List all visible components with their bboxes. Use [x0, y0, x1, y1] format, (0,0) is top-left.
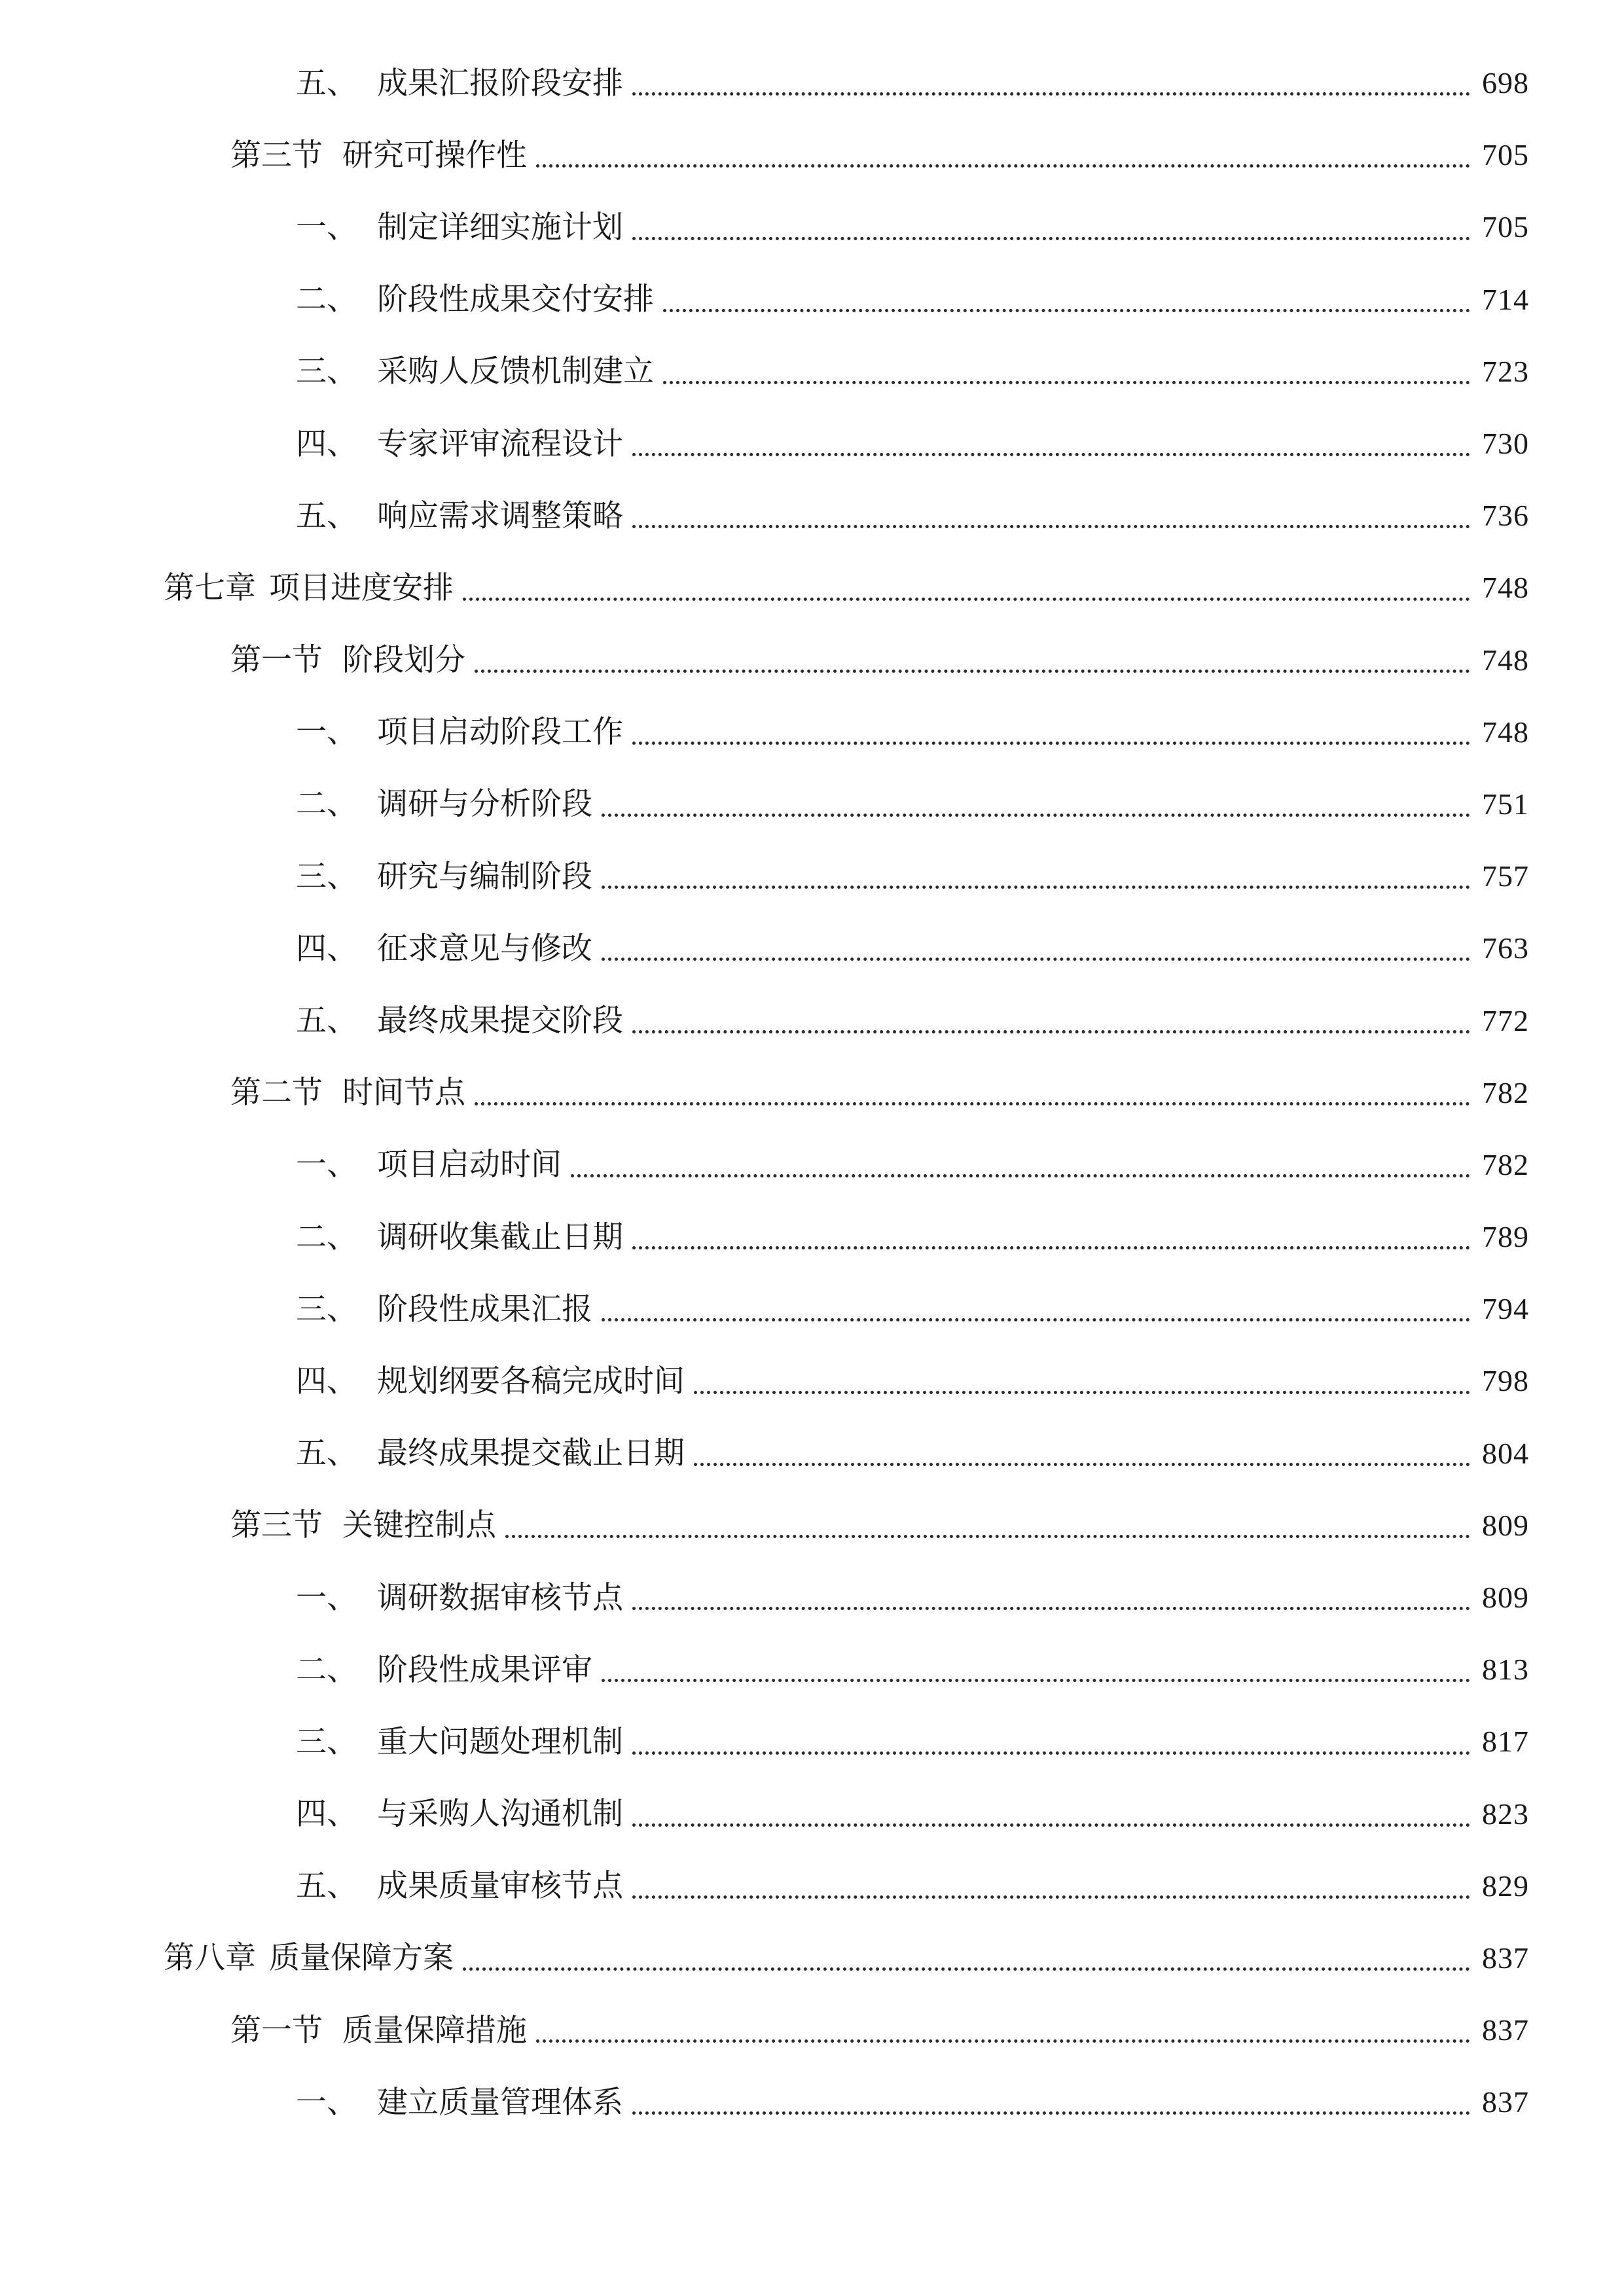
- toc-entry-title: 与采购人沟通机制: [377, 1796, 623, 1833]
- toc-entry-title: 制定详细实施计划: [377, 209, 623, 245]
- toc-entry-number: 第一节: [230, 2012, 323, 2049]
- dot-leader: [602, 813, 1470, 817]
- toc-entry[interactable]: [0, 912, 1624, 984]
- dot-leader: [602, 1318, 1470, 1321]
- dot-leader: [505, 1534, 1470, 1538]
- toc-entry-title: 调研与分析阶段: [377, 786, 592, 823]
- toc-entry[interactable]: [0, 1922, 1624, 1994]
- toc-entry[interactable]: [0, 1562, 1624, 1634]
- toc-entry-number: 第三节: [230, 1507, 323, 1544]
- toc-entry-page-number: 763: [1482, 931, 1529, 965]
- toc-entry-title: 采购人反馈机制建立: [377, 353, 654, 390]
- toc-entry-page-number: 837: [1482, 2085, 1529, 2119]
- toc-entry[interactable]: [0, 1706, 1624, 1778]
- dot-leader: [632, 524, 1470, 528]
- toc-entry-number: 二、: [296, 1651, 357, 1688]
- dot-leader: [475, 669, 1470, 673]
- toc-entry-title: 规划纲要各稿完成时间: [377, 1363, 685, 1399]
- toc-entry-page-number: 794: [1482, 1292, 1529, 1326]
- toc-entry-number: 一、: [296, 209, 357, 245]
- toc-entry-title: 质量保障措施: [342, 2012, 527, 2049]
- toc-entry-page-number: 837: [1482, 1941, 1529, 1975]
- toc-entry-number: 五、: [296, 65, 357, 101]
- dot-leader: [632, 2111, 1470, 2115]
- dot-leader: [536, 164, 1470, 168]
- toc-entry-title: 调研收集截止日期: [377, 1219, 623, 1255]
- toc-entry[interactable]: [0, 47, 1624, 119]
- toc-entry-number: 一、: [296, 1579, 357, 1616]
- dot-leader: [632, 452, 1470, 456]
- toc-entry-title: 研究可操作性: [342, 137, 527, 173]
- dot-leader: [632, 1246, 1470, 1249]
- toc-entry-title: 最终成果提交截止日期: [377, 1435, 685, 1472]
- toc-entry-title: 关键控制点: [342, 1507, 496, 1544]
- toc-entry-title: 征求意见与修改: [377, 930, 592, 967]
- dot-leader: [694, 1390, 1470, 1394]
- dot-leader: [463, 1967, 1470, 1971]
- toc-entry-page-number: 809: [1482, 1508, 1529, 1542]
- dot-leader: [632, 92, 1470, 96]
- dot-leader: [463, 597, 1470, 601]
- toc-entry-number: 第三节: [230, 137, 323, 173]
- toc-entry-number: 五、: [296, 497, 357, 534]
- toc-entry-number: 二、: [296, 786, 357, 823]
- dot-leader: [632, 1751, 1470, 1755]
- dot-leader: [694, 1462, 1470, 1466]
- toc-entry-page-number: 751: [1482, 787, 1529, 821]
- toc-entry-page-number: 748: [1482, 715, 1529, 749]
- dot-leader: [632, 1895, 1470, 1899]
- toc-entry[interactable]: [0, 1273, 1624, 1345]
- toc-entry-title: 研究与编制阶段: [377, 858, 592, 895]
- toc-entry-number: 第一节: [230, 642, 323, 679]
- toc-entry[interactable]: [0, 1850, 1624, 1922]
- toc-entry-number: 四、: [296, 1796, 357, 1833]
- toc-entry-number: 三、: [296, 1723, 357, 1760]
- toc-entry[interactable]: [0, 2066, 1624, 2138]
- toc-entry[interactable]: [0, 1634, 1624, 1706]
- toc-entry-title: 阶段性成果评审: [377, 1651, 592, 1688]
- dot-leader: [632, 236, 1470, 240]
- toc-entry-number: 四、: [296, 425, 357, 462]
- toc-entry-number: 第七章: [164, 569, 256, 606]
- table-of-contents: [0, 47, 1624, 2138]
- toc-entry-title: 调研数据审核节点: [377, 1579, 623, 1616]
- dot-leader: [602, 1678, 1470, 1682]
- dot-leader: [632, 1030, 1470, 1033]
- toc-entry-number: 四、: [296, 930, 357, 967]
- toc-entry[interactable]: [0, 1057, 1624, 1129]
- toc-entry-title: 阶段划分: [342, 642, 465, 679]
- dot-leader: [632, 1606, 1470, 1610]
- toc-entry-title: 最终成果提交阶段: [377, 1003, 623, 1039]
- toc-entry-page-number: 809: [1482, 1581, 1529, 1615]
- toc-entry-number: 二、: [296, 1219, 357, 1255]
- toc-entry-title: 项目启动阶段工作: [377, 714, 623, 751]
- toc-entry-page-number: 782: [1482, 1075, 1529, 1109]
- toc-entry[interactable]: [0, 1129, 1624, 1201]
- toc-entry-number: 第八章: [164, 1940, 256, 1977]
- dot-leader: [663, 308, 1470, 312]
- toc-entry-number: 一、: [296, 1147, 357, 1183]
- toc-entry-page-number: 730: [1482, 427, 1529, 461]
- dot-leader: [632, 741, 1470, 745]
- toc-entry-page-number: 837: [1482, 2013, 1529, 2047]
- toc-entry[interactable]: [0, 1778, 1624, 1850]
- toc-entry[interactable]: [0, 768, 1624, 840]
- dot-leader: [475, 1102, 1470, 1105]
- toc-entry-number: 第二节: [230, 1075, 323, 1111]
- toc-entry-page-number: 798: [1482, 1364, 1529, 1398]
- toc-entry-title: 项目进度安排: [269, 569, 454, 606]
- toc-entry-number: 一、: [296, 714, 357, 751]
- dot-leader: [571, 1174, 1470, 1177]
- toc-entry[interactable]: [0, 191, 1624, 263]
- toc-entry-number: 四、: [296, 1363, 357, 1399]
- toc-entry[interactable]: [0, 1418, 1624, 1490]
- toc-entry-page-number: 804: [1482, 1436, 1529, 1470]
- toc-entry-page-number: 772: [1482, 1003, 1529, 1037]
- toc-entry-page-number: 782: [1482, 1147, 1529, 1181]
- toc-entry[interactable]: [0, 1994, 1624, 2066]
- toc-entry[interactable]: [0, 1201, 1624, 1273]
- toc-entry[interactable]: [0, 552, 1624, 624]
- toc-entry-number: 五、: [296, 1868, 357, 1905]
- toc-entry-number: 三、: [296, 858, 357, 895]
- toc-entry-page-number: 789: [1482, 1220, 1529, 1254]
- toc-entry-title: 响应需求调整策略: [377, 497, 623, 534]
- toc-entry-page-number: 817: [1482, 1725, 1529, 1759]
- toc-entry-page-number: 714: [1482, 282, 1529, 316]
- toc-entry-page-number: 757: [1482, 859, 1529, 893]
- toc-entry-page-number: 748: [1482, 643, 1529, 677]
- toc-entry[interactable]: [0, 840, 1624, 912]
- toc-entry[interactable]: [0, 984, 1624, 1056]
- toc-entry-title: 成果质量审核节点: [377, 1868, 623, 1905]
- toc-entry-title: 成果汇报阶段安排: [377, 65, 623, 101]
- toc-entry-page-number: 736: [1482, 499, 1529, 533]
- dot-leader: [663, 380, 1470, 384]
- toc-entry[interactable]: [0, 1345, 1624, 1417]
- toc-entry-page-number: 813: [1482, 1653, 1529, 1687]
- toc-entry-title: 重大问题处理机制: [377, 1723, 623, 1760]
- toc-entry-page-number: 829: [1482, 1869, 1529, 1903]
- toc-entry-number: 五、: [296, 1435, 357, 1472]
- toc-entry-page-number: 705: [1482, 210, 1529, 244]
- toc-entry-number: 五、: [296, 1003, 357, 1039]
- toc-entry[interactable]: [0, 264, 1624, 336]
- dot-leader: [602, 957, 1470, 961]
- toc-entry-title: 阶段性成果汇报: [377, 1291, 592, 1327]
- toc-entry-title: 阶段性成果交付安排: [377, 281, 654, 318]
- toc-entry-page-number: 748: [1482, 571, 1529, 605]
- toc-entry-page-number: 723: [1482, 354, 1529, 388]
- toc-entry-title: 时间节点: [342, 1075, 465, 1111]
- toc-entry-number: 二、: [296, 281, 357, 318]
- toc-entry[interactable]: [0, 624, 1624, 696]
- toc-entry-page-number: 705: [1482, 138, 1529, 172]
- dot-leader: [632, 1823, 1470, 1827]
- toc-entry[interactable]: [0, 696, 1624, 768]
- toc-entry-title: 建立质量管理体系: [377, 2084, 623, 2121]
- toc-entry-number: 三、: [296, 353, 357, 390]
- toc-entry[interactable]: [0, 480, 1624, 552]
- toc-entry-page-number: 823: [1482, 1797, 1529, 1831]
- toc-entry-title: 专家评审流程设计: [377, 425, 623, 462]
- dot-leader: [602, 885, 1470, 889]
- toc-entry-title: 项目启动时间: [377, 1147, 562, 1183]
- toc-entry-title: 质量保障方案: [269, 1940, 454, 1977]
- toc-entry[interactable]: [0, 119, 1624, 191]
- toc-entry[interactable]: [0, 336, 1624, 408]
- dot-leader: [536, 2039, 1470, 2043]
- toc-entry[interactable]: [0, 408, 1624, 480]
- toc-entry[interactable]: [0, 1490, 1624, 1562]
- toc-entry-page-number: 698: [1482, 66, 1529, 100]
- toc-entry-number: 三、: [296, 1291, 357, 1327]
- toc-entry-number: 一、: [296, 2084, 357, 2121]
